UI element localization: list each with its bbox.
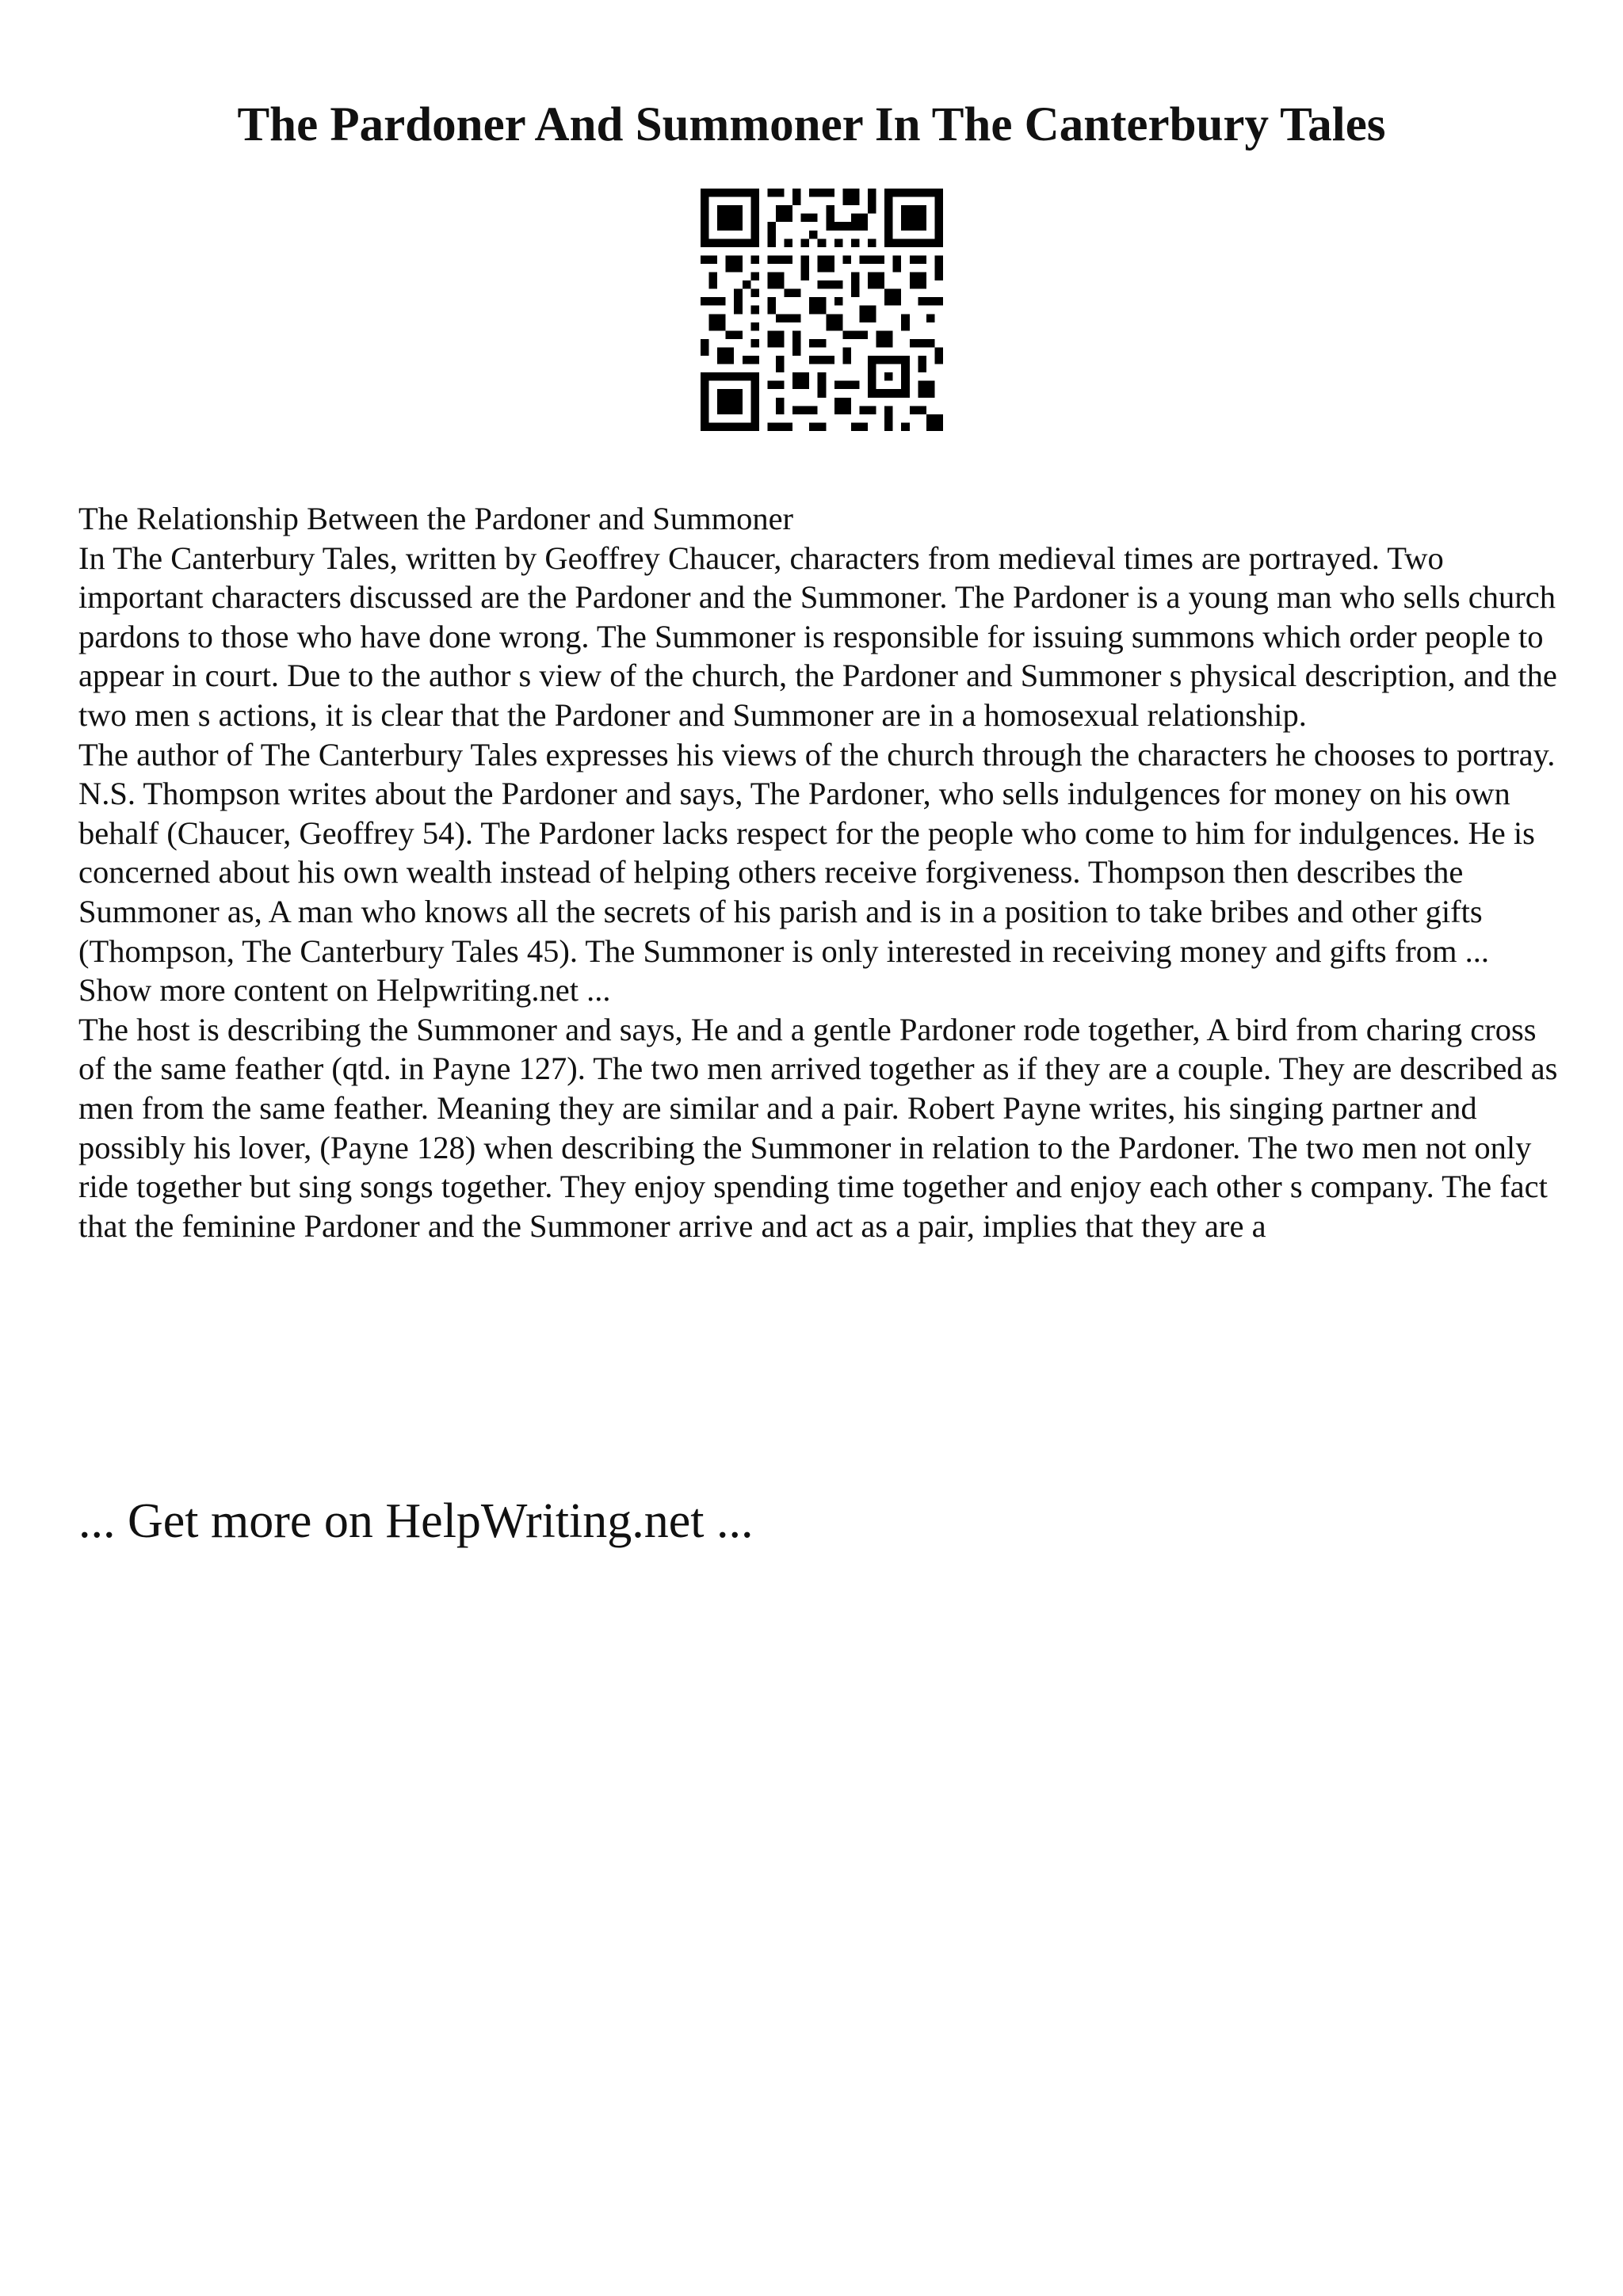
paragraph-intro: In The Canterbury Tales, written by Geoffrey Chaucer, characters from medieval times are portrayed. Two important characters discussed are the Pardoner and the Summoner. The Pardoner is a young man who sells church pardons to those who have done wrong. The Summoner is responsible for issuing summons which order people to appear in court. Due to the author s view of the church, the Pardoner and Summoner s physical description, and the two men s actions, it is clear that the Pardoner and Summoner are in a homosexual relationship. <box>78 540 1557 733</box>
document-title: The Pardoner And Summoner In The Canterbury Tales <box>237 98 1386 151</box>
get-more-link[interactable]: ... Get more on HelpWriting.net ... <box>78 1494 754 1548</box>
paragraph-church-views: The author of The Canterbury Tales expresses his views of the church through the characters he chooses to portray. N.S. Thompson writes about the Pardoner and says, The Pardoner, who sells indulgences for money on his own behalf (Chaucer, Geoffrey 54). The Pardoner lacks respect for the people who come to him for indulgences. He is concerned about his own wealth instead of helping others receive forgiveness. Thompson then describes the Summoner as, A man who knows all the secrets of his parish and is in a position to take bribes and other gifts (Thompson, The Canterbury Tales 45). The Summoner is only interested in receiving money and gifts from ... Show more content on Helpwriting.net ... <box>78 736 1556 1009</box>
qr-code-icon <box>701 189 943 431</box>
section-heading: The Relationship Between the Pardoner and Summoner <box>78 501 794 536</box>
paragraph-host-description: The host is describing the Summoner and says, He and a gentle Pardoner rode together, A bird from charing cross of the same feather (qtd. in Payne 127). The two men arrived together as if they are a couple. They are described as men from the same feather. Meaning they are similar and a pair. Robert Payne writes, his singing partner and possibly his lover, (Payne 128) when describing the Summoner in relation to the Pardoner. The two men not only ride together but sing songs together. They enjoy spending time together and enjoy each other s company. The fact that the feminine Pardoner and the Summoner arrive and act as a pair, implies that they are a <box>78 1011 1558 1244</box>
article-body <box>78 499 1568 1245</box>
